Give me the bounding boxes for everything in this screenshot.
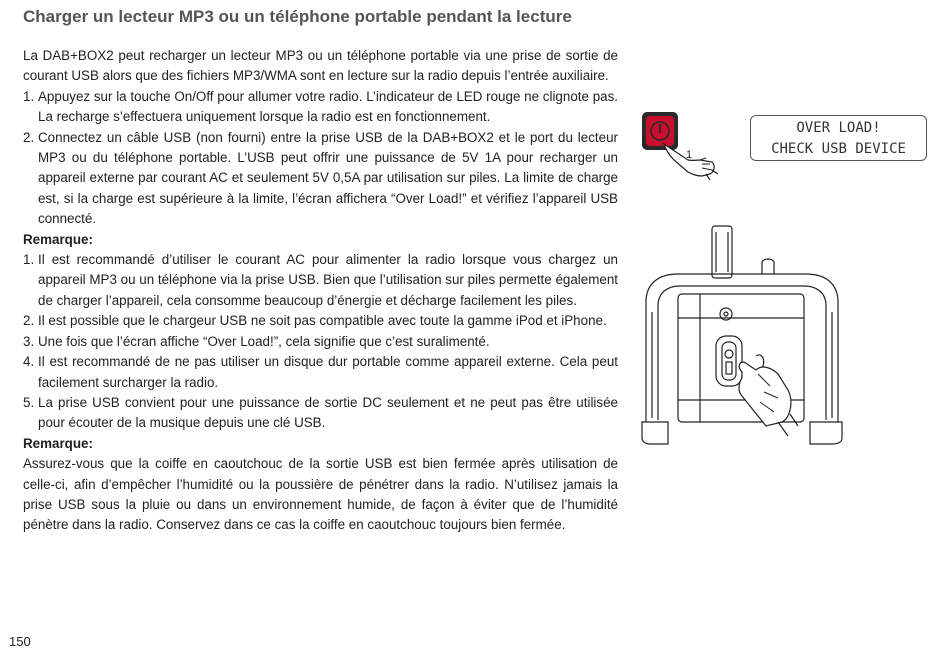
radio-usb-illustration <box>638 222 848 454</box>
list-number: 1. <box>23 252 35 268</box>
list-item-text: La prise USB convient pour une puissance de sortie DC seulement et ne peut pas être utilisée pour écouter de la musique depuis une clé USB. <box>38 394 618 431</box>
list-number: 1. <box>23 88 35 104</box>
list-item-text: Connectez un câble USB (non fourni) entre la prise USB de la DAB+BOX2 et le port du lecteur MP3 ou du téléphone portable. L’USB peut offrir une puissance de 5V 1A pour recharger un appareil externe par courant AC et seulement 5V 0,5A par utilisation sur piles. La limite de charge est, si la charge est supérieure à la limite, l’écran affichera “Over Load!” et vérifiez l’appareil USB connecté. <box>38 129 618 227</box>
list-number: 5. <box>23 394 35 410</box>
intro-paragraph: La DAB+BOX2 peut recharger un lecteur MP3 ou un téléphone portable via une prise de sortie de courant USB alors que des fichiers MP3/WMA sont en lecture sur la radio depuis l’entrée auxiliaire. <box>23 48 618 84</box>
list-item-text: Une fois que l’écran affiche “Over Load!”, cela signifie que c’est suralimenté. <box>38 333 490 349</box>
callout-number: 1 <box>686 149 693 161</box>
steps-list <box>23 87 618 230</box>
lcd-display <box>750 115 927 161</box>
page-number: 150 <box>9 634 31 649</box>
list-item-text: Il est possible que le chargeur USB ne soit pas compatible avec toute la gamme iPod et iPhone. <box>38 313 607 329</box>
finger-icon <box>739 362 791 426</box>
list-item <box>23 250 618 311</box>
list-item-text: Appuyez sur la touche On/Off pour allumer votre radio. L’indicateur de LED rouge ne clignote pas. La recharge s’effectuera uniquement lorsque la radio est en fonctionnement. <box>38 88 618 125</box>
list-item <box>23 332 618 352</box>
list-item-text: Il est recommandé d’utiliser le courant AC pour alimenter la radio lorsque vous chargez un appareil MP3 ou un téléphone via la prise USB. Bien que l’utilisation sur piles permette également de charger l’appareil, cela consomme beaucoup d’énergie et décharge facilement les piles. <box>38 252 618 308</box>
list-item <box>23 87 618 128</box>
list-item <box>23 128 618 230</box>
list-number: 3. <box>23 333 35 349</box>
notes-list <box>23 250 618 434</box>
usb-port-icon <box>716 336 742 386</box>
lcd-line-2: CHECK USB DEVICE <box>771 141 906 157</box>
note-heading: Remarque: <box>23 435 93 451</box>
list-number: 2. <box>23 313 35 329</box>
closing-paragraph: Assurez-vous que la coiffe en caoutchouc de la sortie USB est bien fermée après utilisation de celle-ci, afin d’empêcher l’humidité ou la poussière de pénétrer dans la radio. N’utilisez jamais la prise USB sous la pluie ou dans un environnement humide, de façon à éviter que de l’humidité pénètre dans la radio. Conservez dans ce cas la coiffe en caoutchouc toujours bien fermée. <box>23 456 618 533</box>
note-heading: Remarque: <box>23 231 93 247</box>
main-text <box>23 46 618 536</box>
list-item <box>23 311 618 331</box>
list-number: 4. <box>23 354 35 370</box>
page-title: Charger un lecteur MP3 ou un téléphone portable pendant la lecture <box>23 7 572 26</box>
lcd-line-1: OVER LOAD! <box>796 120 881 136</box>
list-number: 2. <box>23 129 35 145</box>
list-item <box>23 352 618 393</box>
antenna-icon <box>712 226 732 278</box>
list-item-text: Il est recommandé de ne pas utiliser un disque dur portable comme appareil externe. Cela peut facilement surcharger la radio. <box>38 354 618 390</box>
list-item <box>23 393 618 434</box>
power-button-illustration <box>640 110 722 182</box>
